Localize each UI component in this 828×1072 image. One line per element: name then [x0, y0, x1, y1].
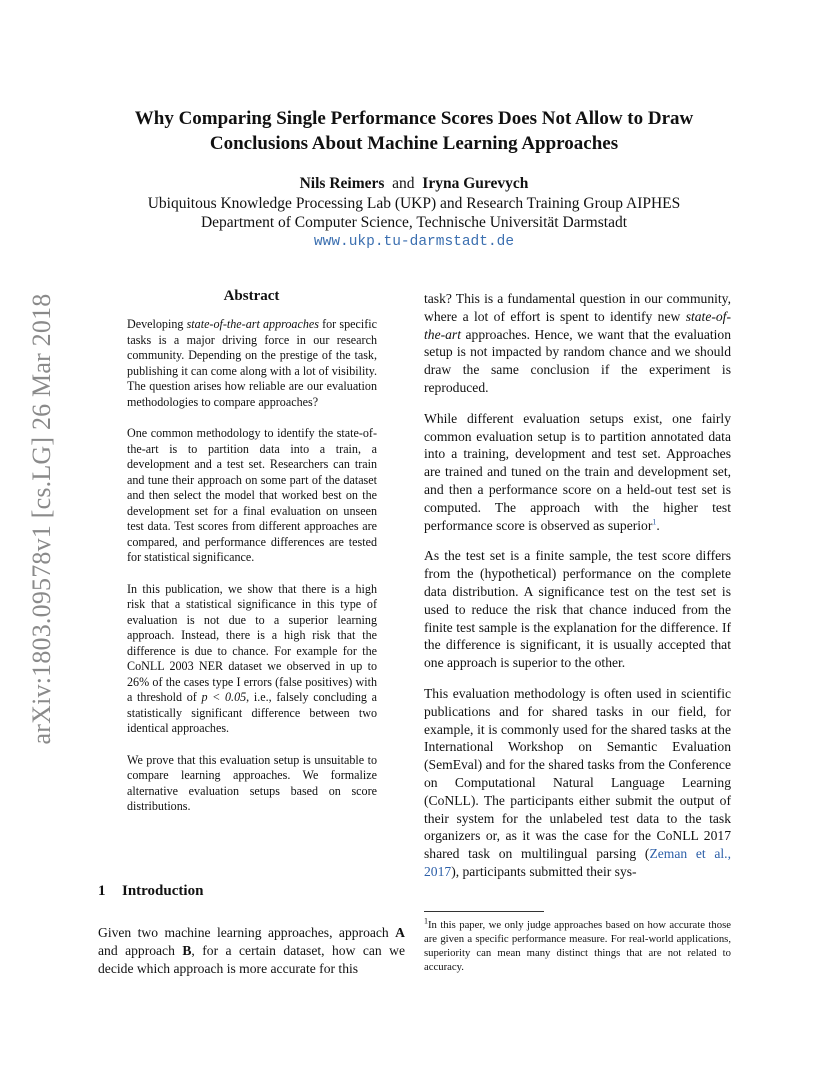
section-heading [98, 883, 203, 900]
section-title: Introduction [122, 883, 204, 899]
affiliation-2: Department of Computer Science, Technische Universität Darmstadt [200, 214, 628, 231]
affiliation-url[interactable]: www.ukp.tu-darmstadt.de [313, 233, 515, 250]
author-1: Nils Reimers [299, 175, 385, 192]
citation-link[interactable]: Zeman et al., 2017 [424, 846, 731, 879]
body-p2-text: While different evaluation setups exist, one fairly common evaluation setup is to partition annotated data into a training, development and test set. Approaches are trained and tuned on the train and development set, and then a performance score on a held-out test set is computed. The approach with the higher test performance score is observed as superior [424, 410, 731, 533]
intro-paragraph [98, 924, 405, 977]
author-block [60, 174, 768, 252]
title-line-2: Conclusions About Machine Learning Approaches [209, 133, 619, 154]
intro-text-1: Given two machine learning approaches, approach [98, 925, 396, 940]
abstract-p1-text-end: for specific tasks is a major driving force in our research community. Depending on the prestige of the task, publishing it can come along with a lot of visibility. The question arises how reliable are our evaluation methodologies to compare approaches? [127, 317, 377, 409]
abstract-p3-text-end: , i.e., falsely concluding a statistically significant difference between two identical approaches. [127, 690, 377, 735]
arxiv-identifier-text: arXiv:1803.09578v1 [cs.LG] 26 Mar 2018 [27, 293, 56, 745]
intro-approach-b: B [182, 942, 192, 958]
body-p1-text-end: approaches. Hence, we want that the evaluation setup is not impacted by random chance and we should draw the same conclusion if the experiment is reproduced. [424, 326, 731, 395]
body-paragraph-2 [424, 410, 731, 535]
body-paragraph-3: As the test set is a finite sample, the test score differs from the (hypothetical) performance on the complete data distribution. A significance test on the test set is used to reduce the risk that chance induced from the finite test sample is the explanation for the difference. If the difference is significant, it is usually accepted that one approach is superior to the other. [424, 548, 731, 671]
body-p4-text-end: ), participants submitted their sys- [451, 863, 637, 879]
abstract-paragraph-2: One common methodology to identify the state-of-the-art is to partition data into a train, a development and a test set. Researchers can train and tune their approach on some part of the dataset and then select the model that worked best on the development set for a final evaluation on unseen test data. Test scores from different approaches are compared, and performance differences are tested for statistical significance. [127, 426, 377, 564]
body-p2-end: . [656, 517, 660, 533]
footnote-text: In this paper, we only judge approaches based on how accurate those are given a specific performance measure. For real-world applications, superiority can mean many distinct things that are not related to accuracy. [424, 919, 731, 973]
intro-text-2: and approach [98, 942, 183, 958]
affiliation-1: Ubiquitous Knowledge Processing Lab (UKP) and Research Training Group AIPHES [147, 194, 681, 212]
abstract-paragraph-3 [127, 582, 377, 737]
body-p1-emphasis: state-of-the-art [424, 308, 731, 342]
intro-text-3: , for a certain dataset, how can we decide which approach is more accurate for this [98, 942, 405, 976]
footnote [424, 918, 731, 974]
abstract-paragraph-1 [127, 317, 377, 410]
abstract-p1-emphasis: state-of-the-art approaches [186, 317, 319, 331]
abstract-p3-math: p < 0.05 [201, 690, 247, 704]
abstract-column [98, 288, 405, 831]
body-paragraph-4 [424, 685, 731, 881]
abstract-p1-text: Developing [127, 317, 187, 331]
section-number: 1 [98, 883, 106, 899]
abstract-paragraph-4: We prove that this evaluation setup is unsuitable to compare learning approaches. We formalize alternative evaluation setups based on score distributions. [127, 752, 377, 813]
arxiv-identifier [27, 284, 57, 754]
footnote-mark: 1 [424, 916, 428, 926]
footnote-reference[interactable]: 1 [652, 517, 657, 527]
body-paragraph-1 [424, 290, 731, 397]
body-p4-text: This evaluation methodology is often used in scientific publications and for shared tasks in our field, for example, it is commonly used for the shared tasks at the International Workshop on Semantic Evaluation (SemEval) and for the shared tasks from the Conference on Computational Natural Language Learning (CoNLL). The participants either submit the output of their system for the unlabeled test data to the task organizers or, as it was the case for the CoNLL 2017 shared task on multilingual parsing ( [424, 685, 731, 862]
author-conjunction: and [392, 175, 415, 192]
author-2: Iryna Gurevych [422, 175, 529, 192]
abstract-heading: Abstract [223, 288, 280, 304]
abstract-p3-text: In this publication, we show that there is a high risk that a statistical significance in this type of evaluation is not due to a superior learning approach. Instead, there is a high risk that the difference is due to chance. For example for the CoNLL 2003 NER dataset we observed in up to 26% of the cases type I errors (false positives) with a threshold of [127, 581, 377, 704]
footnote-rule [424, 911, 544, 912]
title-line-1: Why Comparing Single Performance Scores Does Not Allow to Draw [134, 108, 694, 129]
paper-title [60, 106, 768, 156]
author-line [60, 174, 768, 194]
right-column [424, 290, 731, 894]
intro-approach-a: A [395, 925, 405, 940]
body-p1-text: task? This is a fundamental question in our community, where a lot of effort is spent to identify new [424, 291, 731, 324]
